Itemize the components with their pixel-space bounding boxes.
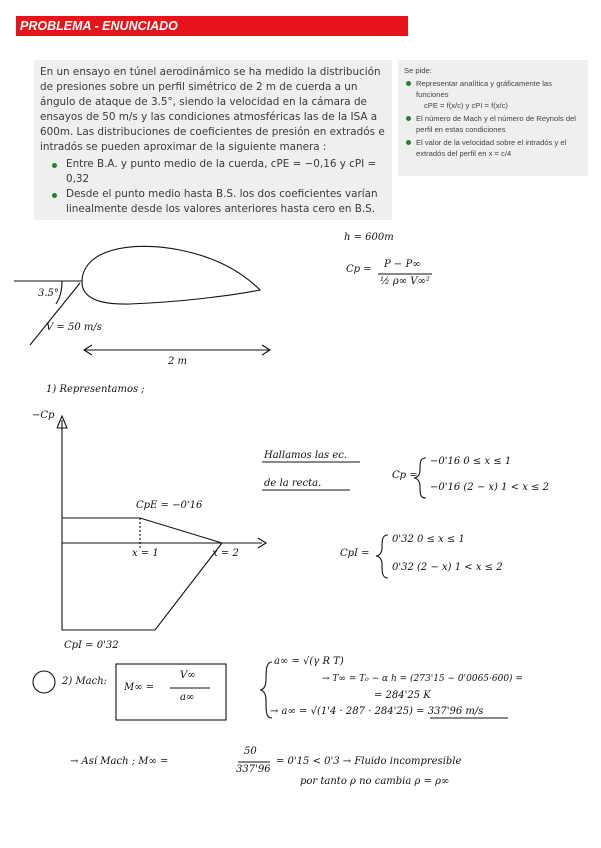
cp-formula-denominator: ½ ρ∞ V∞² — [380, 276, 430, 287]
cpe-eq-label: Cp = — [392, 470, 418, 481]
x1-label: x = 1 — [132, 548, 159, 559]
cpe-curve — [62, 518, 222, 543]
result-denominator: 337'96 — [236, 764, 271, 775]
find-eq-line-1: Hallamos las ec. — [264, 450, 348, 461]
cp-formula-numerator: P − P∞ — [384, 259, 421, 270]
ask-item-sub: cPE = f(x/c) y cPI = f(x/c) — [424, 101, 508, 110]
statement-paragraph: En un ensayo en túnel aerodinámico se ha medido la distribución de presiones sobre un perfil simétrico de 2 m de cuerda a un ángulo de ataque de 3.5°, siendo la velocidad en la cámara de ensayos de 50 m/s y las condiciones atmosféricas las de la ISA a 600m. Las distribuciones de coeficientes de presión en extradós e intradós se pueden aproximar de la siguiente manera : — [40, 66, 385, 153]
find-eq-line-2: de la recta. — [264, 478, 322, 489]
cpi-eq-label: CpI = — [340, 548, 370, 559]
altitude-note: h = 600m — [344, 232, 394, 243]
ask-item-text: El número de Mach y el número de Reynols del perfil en estas condiciones — [416, 114, 576, 134]
cpe-eq-line-1: −0'16 0 ≤ x ≤ 1 — [430, 456, 512, 467]
temperature-eq: → T∞ = T₀ − α h = (273'15 − 0'0065·600) = — [322, 674, 523, 684]
airfoil-sketch — [82, 246, 260, 304]
result-tail: = 0'15 < 0'3 → Fluido incompresible — [276, 756, 462, 767]
result-prefix: → Así Mach ; M∞ = — [70, 756, 169, 767]
cpe-point-label: CpE = −0'16 — [136, 500, 203, 511]
temperature-value: = 284'25 K — [374, 690, 431, 701]
chord-label: 2 m — [168, 356, 188, 367]
mach-box-lhs: M∞ = — [124, 682, 155, 693]
sound-speed-value: → a∞ = √(1'4 · 287 · 284'25) = 337'96 m/s — [270, 706, 484, 717]
result-tail-2: por tanto ρ no cambia ρ = ρ∞ — [300, 776, 450, 787]
ask-item-text: Representar analítica y gráficamente las funciones — [416, 79, 552, 99]
cpi-eq-line-2: 0'32 (2 − x) 1 < x ≤ 2 — [392, 562, 503, 573]
sound-speed-eq: a∞ = √(γ R T) — [274, 656, 344, 667]
cpi-eq-line-1: 0'32 0 ≤ x ≤ 1 — [392, 534, 465, 545]
angle-label: 3.5° — [38, 288, 59, 299]
mach-numerator: V∞ — [180, 670, 196, 681]
ask-item-text: El valor de la velocidad sobre el intradós y el extradós del perfil en x = c/4 — [416, 138, 567, 158]
cpi-brace — [376, 535, 388, 578]
mach-denominator: a∞ — [180, 692, 195, 703]
banner-title: PROBLEMA - ENUNCIADO — [20, 19, 178, 33]
section-2-title: 2) Mach: — [62, 676, 108, 687]
section-2-circle — [33, 671, 55, 693]
asks-title: Se pide: — [404, 66, 432, 75]
result-numerator: 50 — [244, 746, 257, 757]
section-1-title: 1) Representamos ; — [46, 384, 145, 395]
cpi-point-label: CpI = 0'32 — [64, 640, 119, 651]
x2-label: x = 2 — [212, 548, 239, 559]
cp-axis-label: −Cp — [32, 410, 55, 421]
statement-bullet: Desde el punto medio hasta B.S. los dos coeficientes varían linealmente desde los valores anteriores hasta cero en B.S. — [66, 187, 386, 217]
cpe-eq-line-2: −0'16 (2 − x) 1 < x ≤ 2 — [430, 482, 549, 493]
statement-bullet: Entre B.A. y punto medio de la cuerda, cPE = −0,16 y cPI = 0,32 — [66, 157, 386, 187]
velocity-label: V = 50 m/s — [46, 322, 102, 333]
cp-formula-lhs: Cp = — [346, 264, 372, 275]
